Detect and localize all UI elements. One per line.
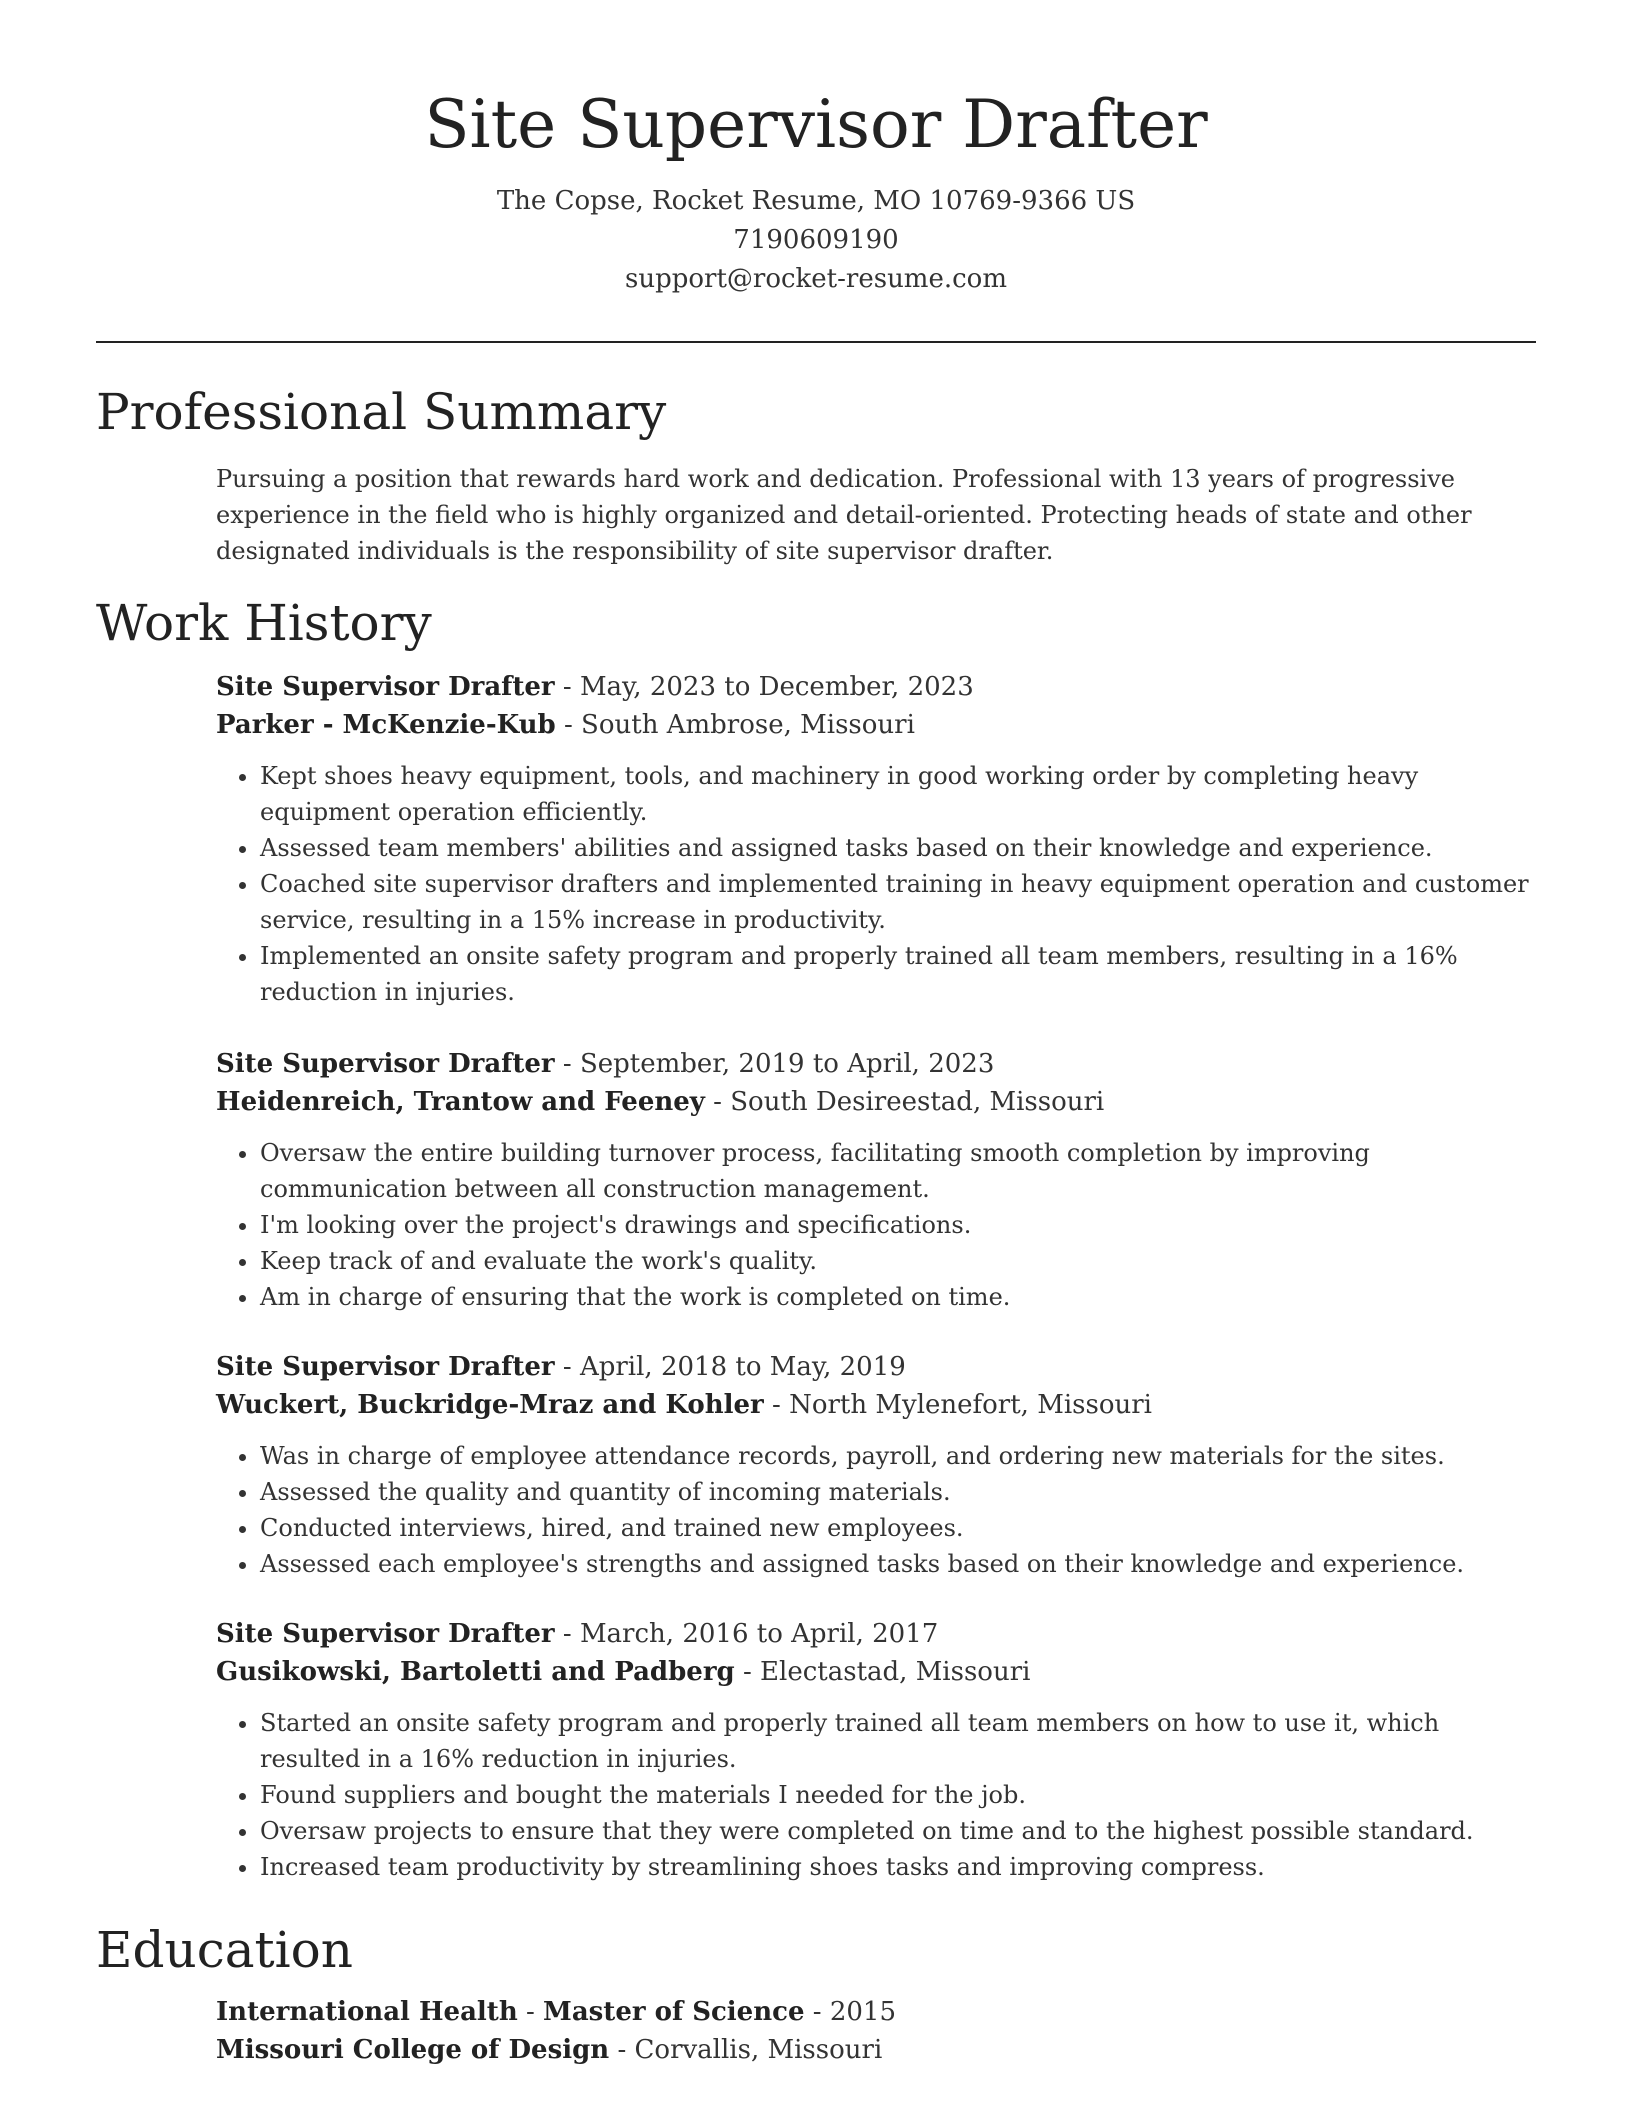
- separator: -: [763, 1390, 790, 1420]
- job-dates: March, 2016 to April, 2017: [579, 1619, 939, 1649]
- education-degree-line: [216, 1993, 1536, 2031]
- list-item: • I'm looking over the project's drawings and specifications.: [260, 1207, 1536, 1243]
- job-company: Gusikowski, Bartoletti and Padberg: [216, 1657, 735, 1687]
- list-item: • Keep track of and evaluate the work's quality.: [260, 1243, 1536, 1279]
- work-history-heading: Work History: [96, 594, 432, 652]
- job-company-line: [216, 1653, 1536, 1691]
- job-company: Wuckert, Buckridge-Mraz and Kohler: [216, 1390, 764, 1420]
- candidate-name: Site Supervisor Drafter: [424, 86, 1208, 163]
- contact-phone: 7190609190: [733, 225, 899, 255]
- job-title-line: [216, 668, 1536, 706]
- job-location: South Desireestad, Missouri: [730, 1087, 1105, 1117]
- job-company: Parker - McKenzie-Kub: [216, 710, 556, 740]
- list-item: • Assessed the quality and quantity of incoming materials.: [260, 1474, 1536, 1510]
- education-entry: [216, 1993, 1536, 2069]
- separator: -: [554, 1049, 580, 1079]
- job-entry: [216, 1045, 1536, 1315]
- job-title-line: [216, 1615, 1536, 1653]
- separator: -: [734, 1657, 761, 1687]
- job-title: Site Supervisor Drafter: [216, 1352, 555, 1382]
- list-item: • Am in charge of ensuring that the work is completed on time.: [260, 1279, 1536, 1315]
- separator: -: [609, 2035, 635, 2065]
- job-bullets: [216, 1135, 1536, 1315]
- education-school-line: [216, 2031, 1536, 2069]
- list-item: • Found suppliers and bought the materials I needed for the job.: [260, 1777, 1536, 1813]
- separator: -: [517, 1997, 544, 2027]
- job-location: South Ambrose, Missouri: [581, 710, 915, 740]
- job-entry: [216, 668, 1536, 1010]
- job-dates: September, 2019 to April, 2023: [579, 1049, 995, 1079]
- contact-email: support@rocket-resume.com: [624, 264, 1007, 294]
- job-bullets: [216, 758, 1536, 1010]
- list-item: • Implemented an onsite safety program and properly trained all team members, resulting in a 16% reduction in injuries.: [260, 938, 1536, 1010]
- list-item: • Coached site supervisor drafters and implemented training in heavy equipment operation and customer service, resulting in a 15% increase in productivity.: [260, 866, 1536, 938]
- job-dates: May, 2023 to December, 2023: [579, 672, 974, 702]
- job-company-line: [216, 1386, 1536, 1424]
- separator: -: [554, 1352, 580, 1382]
- list-item: • Oversaw projects to ensure that they were completed on time and to the highest possible standard.: [260, 1813, 1536, 1849]
- job-title: Site Supervisor Drafter: [216, 672, 555, 702]
- education-location: Corvallis, Missouri: [634, 2035, 883, 2065]
- separator: -: [554, 672, 580, 702]
- resume-header: [0, 82, 1632, 299]
- list-item: • Was in charge of employee attendance records, payroll, and ordering new materials for the sites.: [260, 1438, 1536, 1474]
- list-item: • Oversaw the entire building turnover process, facilitating smooth completion by improving communication between all construction management.: [260, 1135, 1536, 1207]
- job-location: Electastad, Missouri: [760, 1657, 1031, 1687]
- list-item: • Assessed team members' abilities and assigned tasks based on their knowledge and experience.: [260, 830, 1536, 866]
- education-field: International Health: [216, 1997, 518, 2027]
- job-title: Site Supervisor Drafter: [216, 1049, 555, 1079]
- separator: -: [804, 1997, 830, 2027]
- job-bullets: [216, 1438, 1536, 1582]
- education-school: Missouri College of Design: [216, 2035, 610, 2065]
- header-divider: [96, 341, 1536, 343]
- list-item: • Started an onsite safety program and properly trained all team members on how to use it, which resulted in a 16% reduction in injuries.: [260, 1705, 1536, 1777]
- job-dates: April, 2018 to May, 2019: [579, 1352, 906, 1382]
- list-item: • Increased team productivity by streamlining shoes tasks and improving compress.: [260, 1849, 1536, 1885]
- job-location: North Mylenefort, Missouri: [789, 1390, 1152, 1420]
- list-item: • Conducted interviews, hired, and trained new employees.: [260, 1510, 1536, 1546]
- list-item: • Assessed each employee's strengths and assigned tasks based on their knowledge and experience.: [260, 1546, 1536, 1582]
- separator: -: [555, 710, 582, 740]
- job-title-line: [216, 1045, 1536, 1083]
- job-bullets: [216, 1705, 1536, 1885]
- job-entry: [216, 1348, 1536, 1582]
- job-entry: [216, 1615, 1536, 1885]
- job-company-line: [216, 1083, 1536, 1121]
- job-company-line: [216, 706, 1536, 744]
- summary-heading: Professional Summary: [96, 383, 667, 441]
- job-company: Heidenreich, Trantow and Feeney: [216, 1087, 705, 1117]
- summary-text: Pursuing a position that rewards hard work and dedication. Professional with 13 years of progressive experience in the field who is highly organized and detail-oriented. Protecting heads of state and other designated individuals is the responsibility of site supervisor drafter.: [216, 465, 1472, 565]
- contact-address: The Copse, Rocket Resume, MO 10769-9366 US: [496, 186, 1136, 216]
- education-heading: Education: [96, 1921, 353, 1979]
- separator: -: [554, 1619, 580, 1649]
- education-year: 2015: [829, 1997, 896, 2027]
- job-title-line: [216, 1348, 1536, 1386]
- education-degree: Master of Science: [543, 1997, 805, 2027]
- job-title: Site Supervisor Drafter: [216, 1619, 555, 1649]
- list-item: • Kept shoes heavy equipment, tools, and machinery in good working order by completing heavy equipment operation efficiently.: [260, 758, 1536, 830]
- separator: -: [704, 1087, 731, 1117]
